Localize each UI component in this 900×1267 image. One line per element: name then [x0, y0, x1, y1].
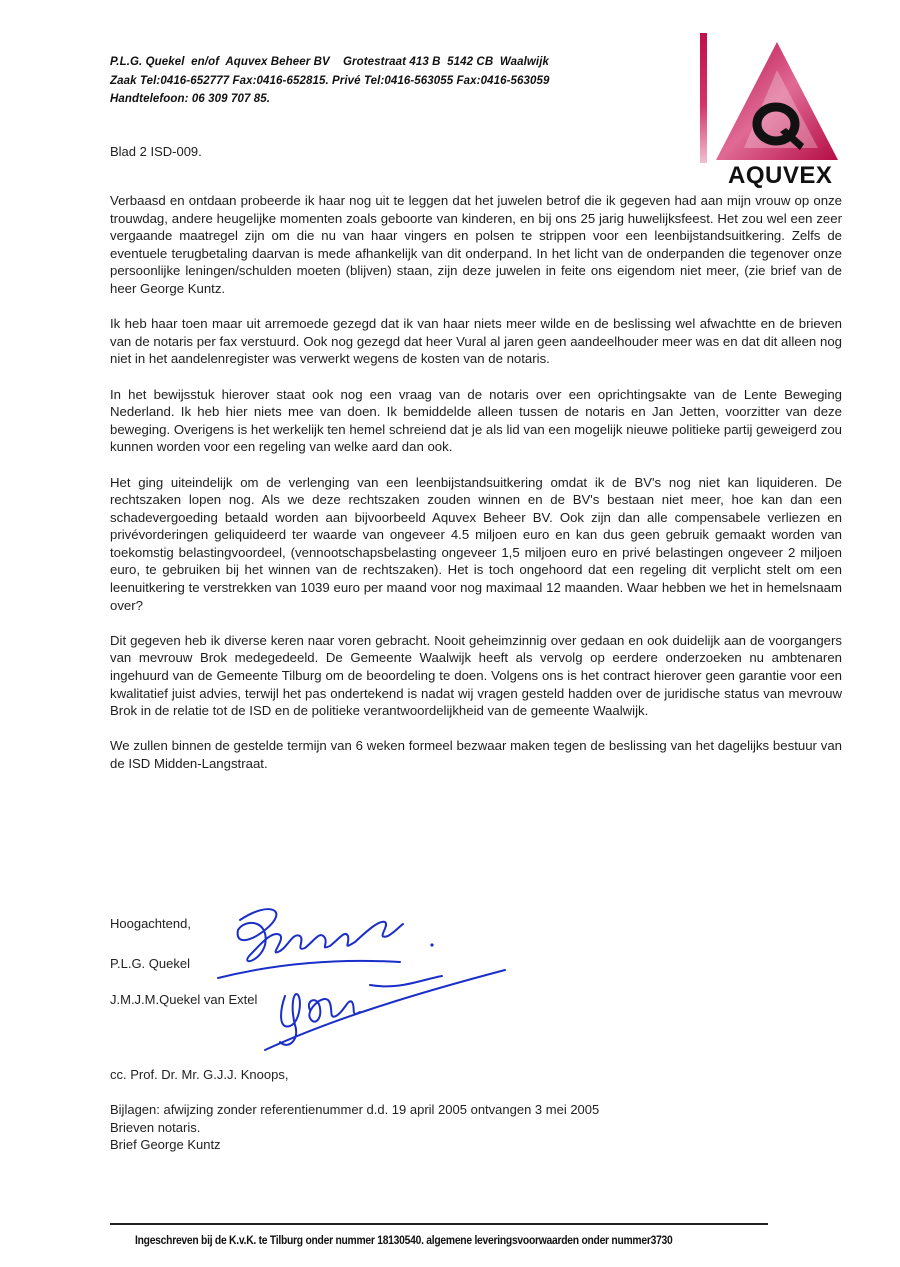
logo-vertical-bar: [700, 33, 707, 163]
logo-triangle-q-icon: [714, 40, 840, 162]
footer-divider: [110, 1223, 768, 1225]
paragraph: Dit gegeven heb ik diverse keren naar voren gebracht. Nooit geheimzinnig over gedaan en ook duidelijk aan de voorgangers van mevrouw Brok medegedeeld. De Gemeente Waalwijk heeft als vervolg op eerdere onderzoeken nu ambtenaren ingehuurd van de Gemeente Tilburg om de beoordeling te doen. Volgens ons is het contract hierover geen garantie voor een kwalitatief juist advies, terwijl het pas ondertekend is nadat wij vragen gesteld hadden over de juridische status van mevrouw Brok in de relatie tot de ISD en de politieke verantwoordelijkheid van de gemeente Waalwijk.: [110, 632, 842, 719]
attachment-item: Brieven notaris.: [110, 1119, 201, 1135]
attachments-list: [110, 1101, 599, 1154]
paragraph: Verbaasd en ontdaan probeerde ik haar nog uit te leggen dat het juwelen betrof die ik gegeven had aan mijn vrouw op onze trouwdag, andere heugelijke momenten zoals geboorte van kinderen, en bij ons 25 jarig huwelijksfeest. Het zou wel een zeer vergaande maatregel zijn om die nu van haar vingers en polsen te strippen voor een leenbijstandsuitkering. Zelfs de eventuele terugbetaling daarvan is mede afhankelijk van dit onderpand. In het licht van de onderpanden die tegenover onze persoonlijke leningen/schulden moeten (blijven) staan, zijn deze juwelen in feite ons eigendom niet meer, (zie brief van de heer George Kuntz.: [110, 193, 842, 296]
handwritten-signatures-icon: [210, 900, 510, 1055]
letterhead: [110, 53, 550, 109]
aquvex-logo: [694, 30, 844, 190]
paragraph: Het ging uiteindelijk om de verlenging van een leenbijstandsuitkering omdat ik de BV's nog niet kan liquideren. De rechtszaken lopen nog. Als we deze rechtszaken zouden winnen en de BV's bestaan niet meer, hoe kan dan een schadevergoeding betaald worden aan bijvoorbeeld Aquvex Beheer BV. Ook zijn dan alle compensabele verliezen en privévorderingen geliquideerd ter waarde van ongeveer 4.5 miljoen euro en kan dus geen gebruik gemaakt worden van toekomstig belastingvoordeel, (vennootschapsbelasting ongeveer 1,5 miljoen euro en privé belastingen ongeveer 2 miljoen euro, te gebruiken bij het winnen van de rechtszaken). Het is toch ongehoord dat een regeling dit verplicht stelt om een leenuitkering te verstrekken van 1039 euro per maand voor nog maximaal 12 maanden. Waar hebben we het in hemelsnaam over?: [110, 474, 842, 613]
logo-wordmark: AQUVEX: [728, 162, 833, 189]
sheet-reference: Blad 2 ISD-009.: [110, 144, 202, 159]
footer-registration: Ingeschreven bij de K.v.K. te Tilburg onder nummer 18130540. algemene leveringsvoorwaarden onder nummer3730: [135, 1233, 673, 1247]
letterhead-address: P.L.G. Quekel en/of Aquvex Beheer BV Grotestraat 413 B 5142 CB Waalwijk: [110, 56, 549, 68]
signatory-name-1: P.L.G. Quekel: [110, 956, 190, 971]
closing-greeting: Hoogachtend,: [110, 916, 191, 931]
letter-body: [110, 192, 842, 790]
letterhead-phone-fax: Zaak Tel:0416-652777 Fax:0416-652815. Privé Tel:0416-563055 Fax:0416-563059: [110, 74, 550, 87]
paragraph: Ik heb haar toen maar uit arremoede gezegd dat ik van haar niets meer wilde en de beslissing wel afwachtte en de brieven van de notaris per fax verstuurd. Ook nog gezegd dat heer Vural al jaren geen aandeelhouder meer was en dat dit alleen nog niet in het aandelenregister was verwerkt wegens de kosten van de notaris.: [110, 316, 842, 367]
attachment-item: Bijlagen: afwijzing zonder referentienummer d.d. 19 april 2005 ontvangen 3 mei 2005: [110, 1102, 600, 1117]
paragraph: In het bewijsstuk hierover staat ook nog een vraag van de notaris over een oprichtingsakte van de Lente Beweging Nederland. Ik heb hier niets mee van doen. Ik bemiddelde alleen tussen de notaris en Jan Jetten, voorzitter van deze beweging. Overigens is het werkelijk ten hemel schreiend dat je als lid van een mogelijk nieuwe politieke partij geweigerd zou kunnen worden voor een regeling van welke aard dan ook.: [110, 386, 842, 455]
attachment-item: Brief George Kuntz: [110, 1137, 221, 1152]
letterhead-mobile: Handtelefoon: 06 309 707 85.: [110, 93, 271, 105]
cc-line: cc. Prof. Dr. Mr. G.J.J. Knoops,: [110, 1067, 289, 1082]
paragraph: We zullen binnen de gestelde termijn van 6 weken formeel bezwaar maken tegen de beslissing van het dagelijks bestuur van de ISD Midden-Langstraat.: [110, 738, 842, 771]
signatory-name-2: J.M.J.M.Quekel van Extel: [110, 992, 258, 1007]
